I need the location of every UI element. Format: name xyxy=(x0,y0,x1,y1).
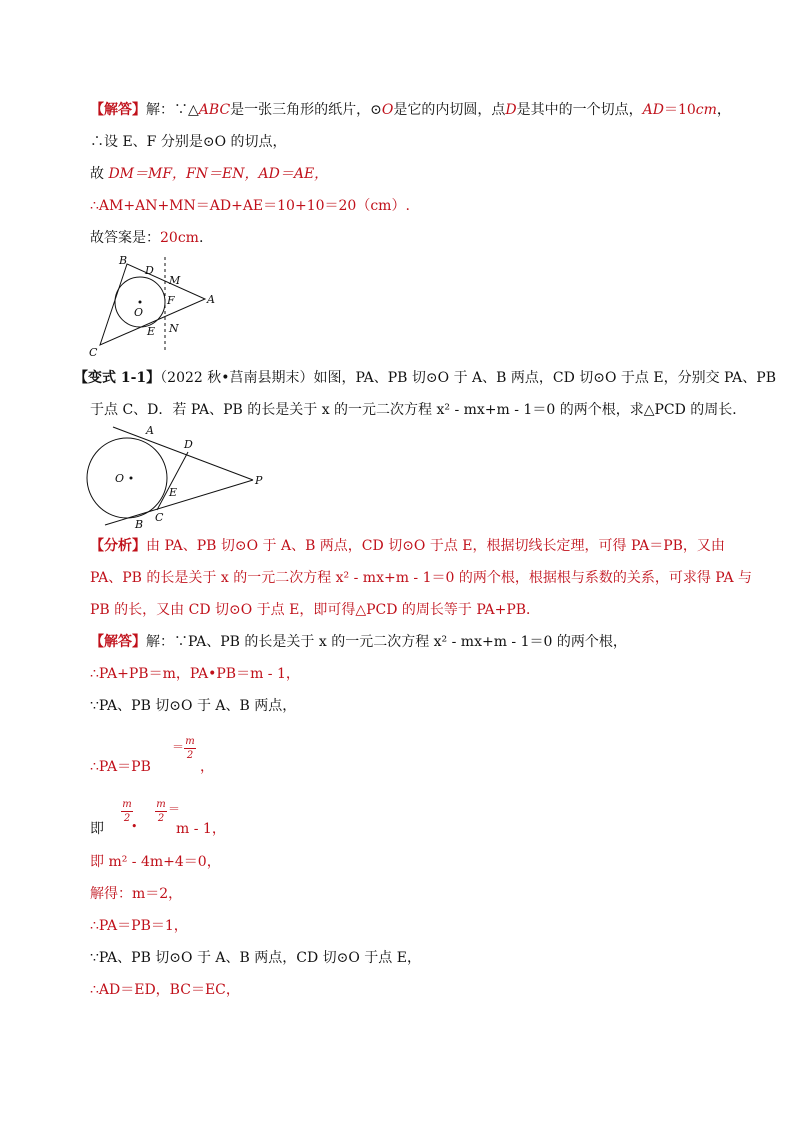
solution-line-9: ∵PA、PB 切⊙O 于 A、B 两点，CD 切⊙O 于点 E， xyxy=(90,950,421,966)
solution-line-7: 解得：m＝2， xyxy=(90,886,183,902)
label-D: D xyxy=(145,264,154,277)
answer-line-2: ∴设 E、F 分别是⊙O 的切点， xyxy=(90,134,287,150)
answer-label: 【解答】 xyxy=(90,102,146,118)
label-D2: D xyxy=(184,438,193,451)
tangent-circle-figure xyxy=(85,422,275,532)
solution-line-8: ∴PA＝PB＝1， xyxy=(90,918,188,934)
answer-line-5: 故答案是：20cm. xyxy=(90,230,204,246)
solution-line-1: 【解答】解：∵PA、PB 的长是关于 x 的一元二次方程 x² - mx+m - 1＝0 的两个根， xyxy=(90,634,627,650)
fraction-m-over-2-b: m 2 xyxy=(156,799,166,824)
label-A2: A xyxy=(146,424,154,437)
solution-line-5: 即 xyxy=(90,821,104,837)
label-O2: O xyxy=(115,472,125,485)
answer-line-1: 【解答】解：∵△ABC是一张三角形的纸片，⊙O是它的内切圆，点D是其中的一个切点，AD＝10cm， xyxy=(90,102,731,118)
label-B: B xyxy=(119,254,128,267)
label-A: A xyxy=(207,293,215,306)
solution-line-4-eq: ＝ xyxy=(172,740,185,754)
solution-line-6: 即 m² - 4m+4＝0， xyxy=(90,854,221,870)
solution-line-2: ∴PA+PB＝m，PA•PB＝m - 1， xyxy=(90,666,300,682)
incircle-triangle-figure xyxy=(85,252,225,362)
variant-question-line-1: 【变式 1-1】（2022 秋•莒南县期末）如图，PA、PB 切⊙O 于 A、B 两点，CD 切⊙O 于点 E，分别交 PA、PB xyxy=(74,370,776,386)
label-B2: B xyxy=(135,518,144,531)
fraction-m-over-2: m 2 xyxy=(185,736,195,761)
analysis-line-2: PA、PB 的长是关于 x 的一元二次方程 x² - mx+m - 1＝0 的两个根，根据根与系数的关系，可求得 PA 与 xyxy=(90,570,753,586)
variant-label: 【变式 1-1】 xyxy=(74,370,161,386)
label-N: N xyxy=(169,322,179,335)
label-E: E xyxy=(147,325,156,338)
analysis-label: 【分析】 xyxy=(90,538,146,554)
label-O: O xyxy=(134,306,144,319)
label-F: F xyxy=(167,294,175,307)
analysis-line-3: PB 的长，又由 CD 切⊙O 于点 E，即可得△PCD 的周长等于 PA+PB． xyxy=(90,602,541,618)
solution-line-10: ∴AD＝ED，BC＝EC， xyxy=(90,982,240,998)
label-P2: P xyxy=(255,474,263,487)
solution-line-4: ∴PA＝PB xyxy=(90,759,151,775)
answer-line-4: ∴AM+AN+MN＝AD+AE＝10+10＝20（cm）. xyxy=(90,198,410,214)
fraction-m-over-2-a: m 2 xyxy=(122,799,132,824)
analysis-line-1: 【分析】由 PA、PB 切⊙O 于 A、B 两点，CD 切⊙O 于点 E，根据切线长定理，可得 PA＝PB，又由 xyxy=(90,538,725,554)
solution-line-3: ∵PA、PB 切⊙O 于 A、B 两点， xyxy=(90,698,297,714)
answer-line-3: 故 DM＝MF，FN＝EN，AD＝AE， xyxy=(90,166,329,182)
variant-question-line-2: 于点 C、D．若 PA、PB 的长是关于 x 的一元二次方程 x² - mx+m - 1＝0 的两个根，求△PCD 的周长． xyxy=(90,402,747,418)
solution-label: 【解答】 xyxy=(90,634,146,650)
label-C2: C xyxy=(155,511,164,524)
label-E2: E xyxy=(169,486,178,499)
label-C: C xyxy=(89,346,98,359)
label-M: M xyxy=(169,274,181,287)
